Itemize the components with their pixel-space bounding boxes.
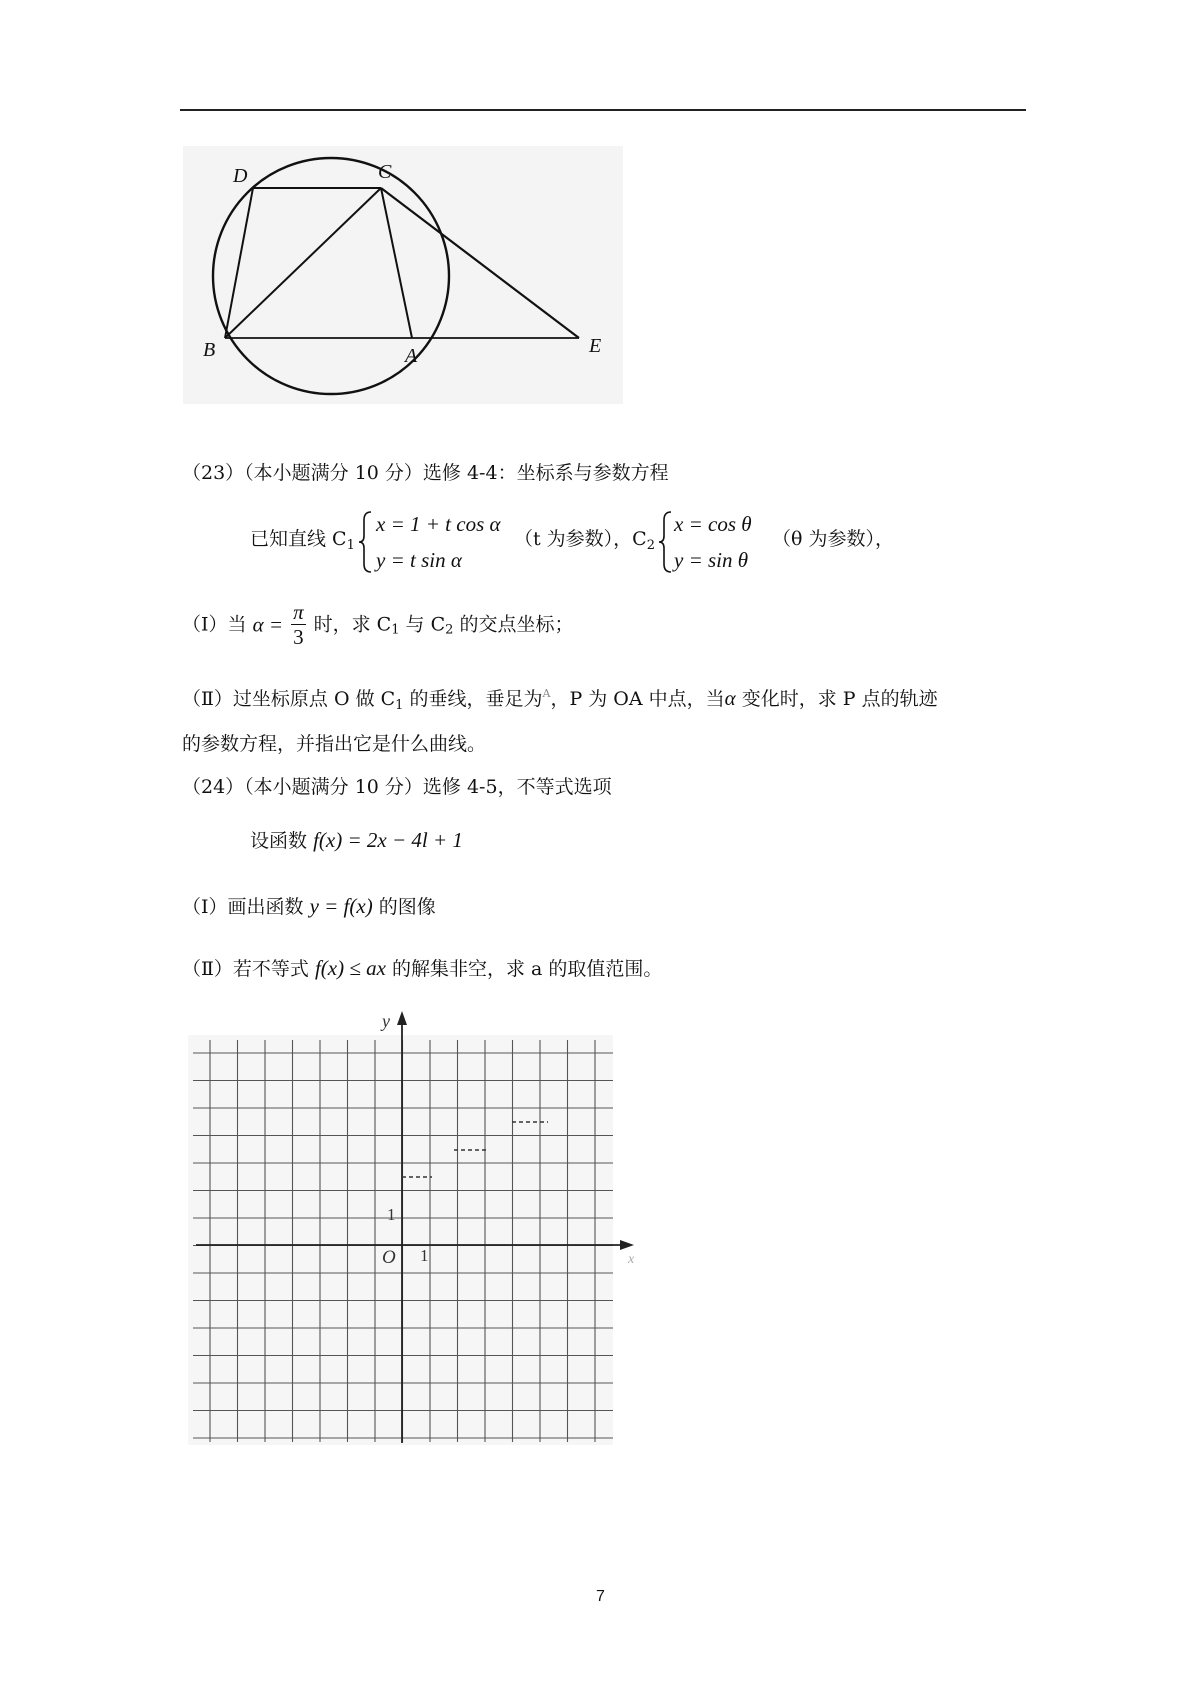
coordinate-grid [188, 1005, 648, 1445]
q23-part2-line1: （Ⅱ）过坐标原点 O 做 $C_1$ 的垂线，垂足为$^A$，P 为 OA 中点，当α 变化时，求 P 点的轨迹 [182, 686, 938, 713]
q23-c1-sub: 1 [346, 538, 355, 553]
label-E: E [589, 335, 602, 357]
c1-equation-2: y = t sin α [376, 548, 462, 572]
y-axis-arrow [397, 1011, 407, 1025]
x-axis-label: x [628, 1252, 635, 1267]
q24-header: （24）（本小题满分 10 分）选修 4-5，不等式选项 [182, 776, 612, 798]
label-A: A [405, 345, 418, 367]
y-axis-label: y [382, 1011, 390, 1031]
alpha-symbol: α = [252, 612, 284, 637]
c2-brace [658, 510, 674, 574]
q23-part2-line2: 的参数方程，并指出它是什么曲线。 [182, 733, 487, 755]
x-axis-arrow [620, 1240, 634, 1250]
q24-function: 设函数 f(x) = 2x − 4l + 1 [250, 828, 463, 852]
c2-equation-1: x = cos θ [674, 512, 752, 536]
c1-param-note: （t 为参数），$C_2$ [514, 528, 655, 553]
foot-point-glyph: A [542, 687, 551, 700]
pi-over-3: $\frac{\pi}{3}$ [293, 600, 304, 650]
q23-c2-sub: 2 [646, 538, 655, 553]
label-D: D [233, 165, 248, 187]
x-unit-label: 1 [420, 1246, 429, 1265]
c1-equation-1: x = 1 + t cos α [376, 512, 501, 536]
label-C: C [378, 161, 392, 183]
q23-header: （23）（本小题满分 10 分）选修 4-4：坐标系与参数方程 [182, 462, 669, 484]
page-number: 7 [596, 1588, 605, 1605]
q24-part2: （Ⅱ）若不等式 f(x) ≤ ax 的解集非空，求 a 的取值范围。 [182, 956, 663, 980]
origin-label: O [382, 1247, 396, 1268]
geometry-figure [183, 146, 623, 404]
q23-intro [250, 530, 355, 552]
q24-part1: （Ⅰ）画出函数 y = f(x) 的图像 [182, 894, 436, 918]
y-unit-label: 1 [387, 1205, 396, 1224]
q23-intro-prefix: 已知直线 C [250, 528, 347, 550]
q23-part1: （Ⅰ）当 α = $\frac{\pi}{3}$ 时，求 $C_1$ 与 $C_2$ 的交点坐标； [182, 600, 574, 650]
c2-param-note: （θ 为参数）， [772, 528, 894, 550]
c1-brace [358, 510, 374, 574]
label-B: B [203, 339, 216, 361]
header-rule [180, 109, 1026, 111]
c2-equation-2: y = sin θ [674, 548, 749, 572]
